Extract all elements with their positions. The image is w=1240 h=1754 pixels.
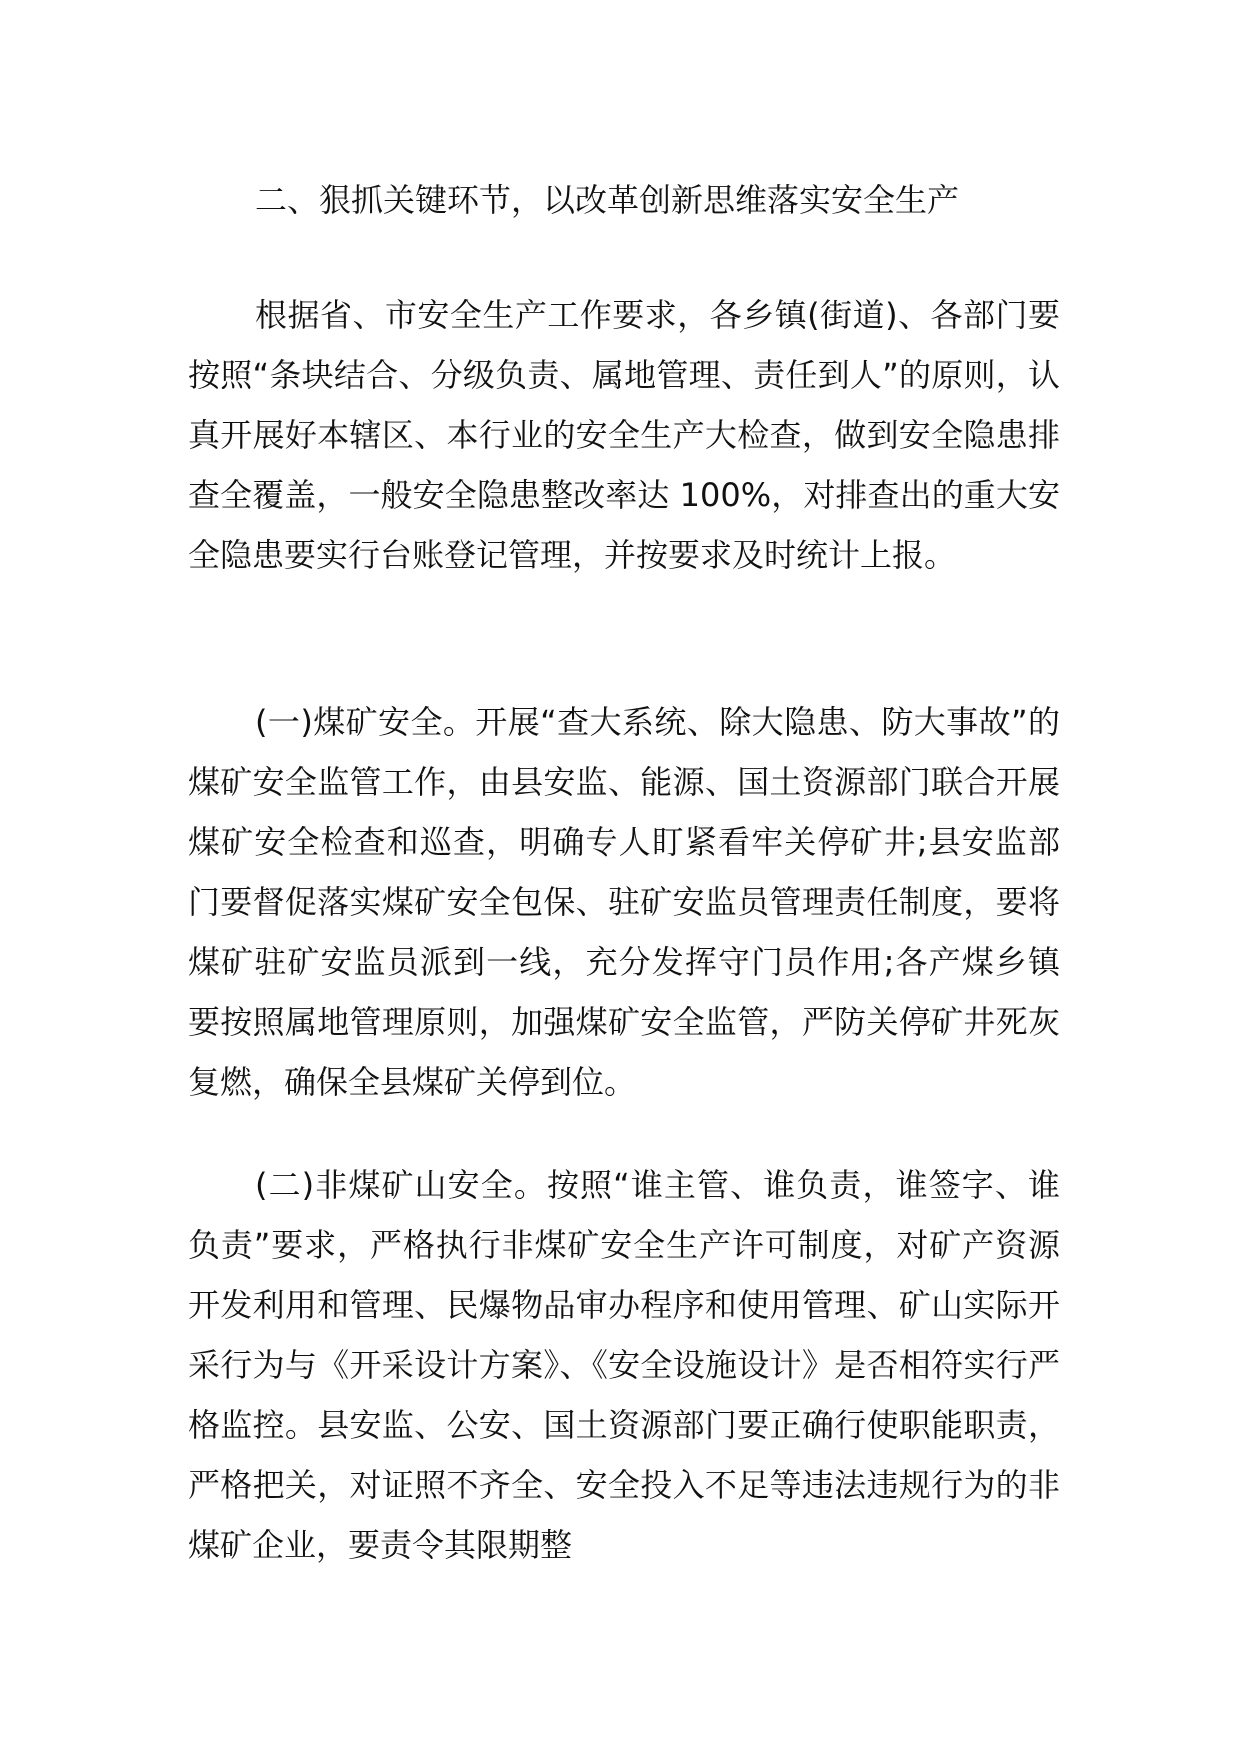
paragraph-general-requirements: 根据省、市安全生产工作要求，各乡镇(街道)、各部门要按照“条块结合、分级负责、属地管理、责任到人”的原则，认真开展好本辖区、本行业的安全生产大检查，做到安全隐患排查全覆盖，一般安全隐患整改率达 100%，对排查出的重大安全隐患要实行台账登记管理，并按要求及时统计上报。 <box>188 296 1060 574</box>
paragraph-coal-mine-safety: (一)煤矿安全。开展“查大系统、除大隐患、防大事故”的煤矿安全监管工作，由县安监、能源、国土资源部门联合开展煤矿安全检查和巡查，明确专人盯紧看牢关停矿井;县安监部门要督促落实煤矿安全包保、驻矿安监员管理责任制度，要将煤矿驻矿安监员派到一线，充分发挥守门员作用;各产煤乡镇要按照属地管理原则，加强煤矿安全监管，严防关停矿井死灰复燃，确保全县煤矿关停到位。 <box>188 703 1060 1101</box>
paragraph-non-coal-mine-safety: (二)非煤矿山安全。按照“谁主管、谁负责，谁签字、谁负责”要求，严格执行非煤矿安全生产许可制度，对矿产资源开发利用和管理、民爆物品审办程序和使用管理、矿山实际开采行为与《开采设计方案》、《安全设施设计》是否相符实行严格监控。县安监、公安、国土资源部门要正确行使职能职责，严格把关，对证照不齐全、安全投入不足等违法违规行为的非煤矿企业，要责令其限期整 <box>188 1166 1060 1564</box>
section-heading: 二、狠抓关键环节，以改革创新思维落实安全生产 <box>255 181 960 219</box>
